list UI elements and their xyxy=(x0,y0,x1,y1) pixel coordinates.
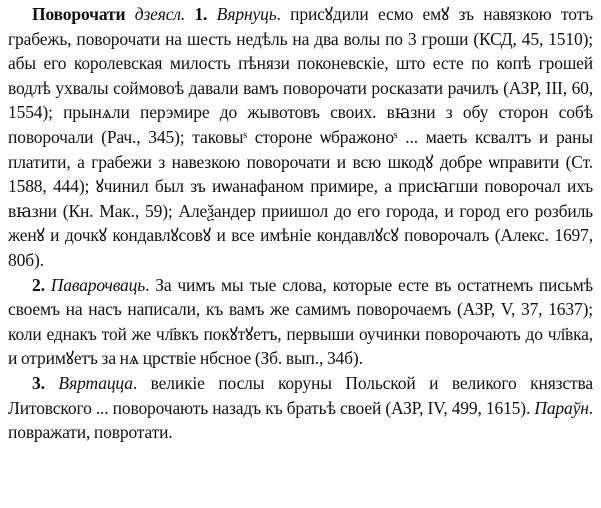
entry-sense-2 xyxy=(8,273,593,371)
sense-gloss-3: Вяртацца xyxy=(58,372,133,393)
entry-sense-1 xyxy=(8,2,593,273)
sense-number-2: 2. xyxy=(32,274,51,295)
sense-number-3: 3. xyxy=(32,372,59,393)
sense-text-1: . присꙋдили есмо емꙋ зъ навязкою тотъ грабежь, поворочати на шесть недѣль на два волы по 3 гроши (КСД, 45, 1510); абы его королевская милость пѣнязи поконевскіе, што есте по копѣ грошей водлѣ ухвалы соймовоѣ давали вамъ поворочати росказати рачилъ (АЗР, III, 60, 1554); прынѧли перэмире до жывотовъ своих. вꙗзни з обу сторон собѣ поворочали (Рач., 345); таковыˢ стороне ѡбражоноˢ ... маеть ксвалтъ и раны платити, а грабежи з навезкою поворочати и всю шкодꙋ добре ѡправити (Ст. 1588, 444); ꙋчинил был зъ иѡанафаном примире, а присꙗгши поворочал ихъ вꙗзни (Кн. Мак., 59); Алеѯандер приишол до его города, и город его розбиль женꙋ и дочкꙋ кондавлꙋсовꙋ и все имѣніе кондавлꙋсꙋ поворочалъ (Алекс. 1697, 80б). xyxy=(8,4,593,270)
entry-sense-3 xyxy=(8,371,593,445)
part-of-speech: дзеясл. xyxy=(125,4,195,24)
sense-number-1: 1. xyxy=(194,4,217,24)
compare-gloss: Параўн xyxy=(534,397,589,418)
sense-text-2: . За чимъ мы тые слова, которые есте въ остатнемъ письмѣ своемъ на насъ написали, къ вамъ же самимъ поворочаемъ (АЗР, V, 37, 1637); коли еднакъ той же чл҃вкъ покꙋтꙋетъ, первыши оучинки поворочають до чл҃вка, и отримꙋетъ за нѧ црствіе нбсное (Зб. вып., 34б). xyxy=(8,274,593,369)
dictionary-entry xyxy=(8,2,593,502)
headword: Поворочати xyxy=(32,4,126,24)
sense-text-3: . великіе послы коруны Польской и великого князства Литовского ... поворочають назадъ къ братьѣ своей (АЗР, IV, 499, 1615). xyxy=(8,372,593,418)
sense-gloss-2: Паварочваць xyxy=(50,274,146,295)
sense-gloss-1: Вярнуць xyxy=(216,4,277,24)
compare-text: . повражати, повротати. xyxy=(8,397,593,443)
